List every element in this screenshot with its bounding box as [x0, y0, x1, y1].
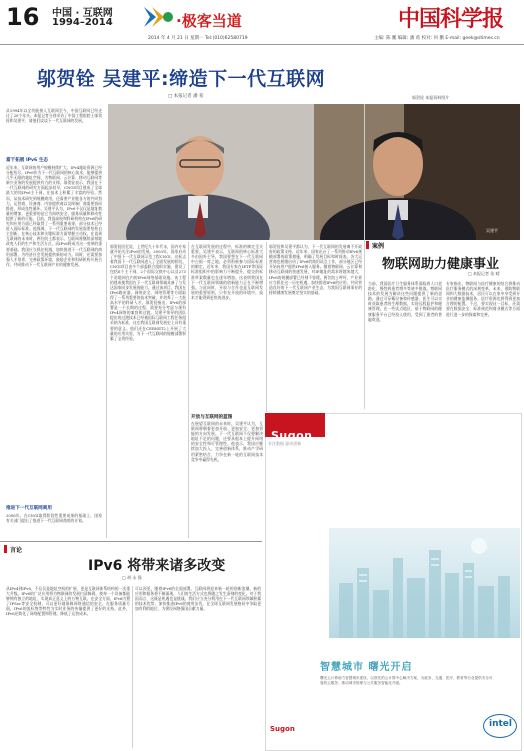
- case-body-col2: 专家指出，物联网与医疗健康的结合将推动医疗服务模式的深刻变革。未来，借助物联网和大数据技术，居民可以在家中享受到专业的健康监测服务，医疗资源也将得到更加合理的配置。不过，要实现这一目标，还需要在数据安全、标准规范和商业模式等方面进行进一步的探索和完善。: [446, 281, 520, 317]
- case-byline: □ 本报记者 张 晴: [468, 271, 500, 276]
- article-body-col3: 在互联网发展的过程中，标准的制定至关重要。吴建平表示，互联网的核心标准大多由国外主导，我国要想在下一代互联网中占据一席之地，必须积极参与国际标准的制定。近年来，我国专家在IETF等国际标准组织中的影响力不断提升，提交的标准草案数量也在逐年增加。这表明我国在下一代互联网领域的创新能力正在不断增强。与此同时，开放与合作也是互联网发展的重要原则，只有在开放的环境中，技术才能得到更快的进步。: [191, 244, 263, 300]
- commentary-body-col2: 可以预见，随着IPv6的全面部署，互联网将迎来新一轮的创新浪潮。新的应用和服务将不断涌现，人们的生活方式也将随之发生深刻的变化。对于我国而言，这既是机遇也是挑战。我们应当充分利用在下一代互联网领域积累的技术优势，加快推进IPv6的商用步伐，在全球互联网发展格局中争取更加有利的地位，为建设网络强国贡献力量。: [135, 586, 261, 612]
- article-body-col1: 从1994年以全功能接入互联网至今，中国互联网已经走过了20个年头。本报记者分别采访了中国工程院院士邬贺铨和吴建平，请他们谈谈下一代互联网的发展。: [6, 108, 102, 124]
- case-title: 物联网助力健康事业: [382, 257, 500, 272]
- subhead-1: 富于拓展 IPv6 生态: [6, 158, 49, 163]
- subhead-3: 开放与互联网的蓝图: [191, 415, 233, 420]
- article-body-col4: 邬贺铨和吴建平都认为，下一代互联网的发展离不开政府的政策支持。近年来，国家出台了一系列推动IPv6规模部署的政策措施，明确了发展目标和时间表。各大运营商也相继启动了IPv6的商用试点工作，部分地区已经开始向用户提供IPv6接入服务。随着物联网、云计算和移动互联网的快速发展，对IP地址的需求将越来越大，IPv6的规模部署已经刻不容缓。两位院士呼吁，产业界应当抓住这一历史机遇，加快推进IPv6的应用，共同营造良好的下一代互联网产业生态，为我国互联网事业的持续健康发展奠定坚实的基础。: [269, 244, 362, 295]
- section-years: 1994–2014: [52, 17, 113, 28]
- banner-title: ·极客当道: [176, 12, 242, 30]
- page-number: 16: [6, 3, 40, 31]
- column-divider: [132, 586, 133, 748]
- commentary-title: IPv6 将带来诸多改变: [88, 558, 226, 574]
- date-line: 2014 年 4 月 21 日 星期一 Tel:(010)62580719: [148, 36, 248, 41]
- commentary-rule: [0, 541, 262, 542]
- article-headline: 邬贺铨 吴建平:缔造下一代互联网: [36, 68, 326, 90]
- case-body-col1: 当前，我国医疗卫生服务体系面临着人口老龄化、慢性病患者增多等诸多挑战。物联网技术的发展为解决这些问题提供了新的思路。通过可穿戴设备和传感器，医生可以实时获取患者的生理数据，实现远程监护和健康管理。在一些试点地区，基于物联网的健康服务平台已经投入使用，受到了患者的普遍欢迎。: [368, 281, 442, 322]
- column-divider: [188, 242, 189, 538]
- header-rule: [0, 44, 524, 45]
- commentary-byline: □ 胡 永 强: [122, 575, 142, 580]
- ad-description: 曙光云计算助力智慧城市建设，以领先的云计算中心解决方案，为政务、交通、医疗、教育等行业提供安全可靠的云服务，推动城市管理与公共服务智能化升级。: [320, 676, 493, 685]
- case-label: 案例: [372, 243, 385, 250]
- commentary-body-col1: 从IPv4到IPv6，不仅仅是地址空间的扩展，更是互联网体系结构的一次重大升级。IPv6的广泛应用将为物联网的发展扫清障碍，使每一个设备都能够拥有独立的地址，实现真正意义上的万物互联。在安全方面，IPv6内置了IPSec等安全机制，可以更好地保障网络通信的安全。在服务质量方面，IPv6的流标签等特性为实时业务的传输提供了更好的支持。此外，IPv6还简化了网络配置和管理，降低了运营成本。: [6, 586, 130, 617]
- section-name: 中国 · 互联网: [52, 8, 113, 19]
- article-body-col1c: 2006年，在CNGI取得阶段性重要成果的基础上，国家有关部门提出了推进下一代互联网商用的计划。: [6, 513, 102, 524]
- column-divider: [364, 104, 365, 409]
- ad-brand: Sugon: [271, 429, 313, 442]
- article-body-col2: 邬贺铨回忆说，上世纪九十年代末，国内专家就开始关注IPv6的发展。2003年，国家启动了中国下一代互联网示范工程CNGI，这标志着我国下一代互联网进入了全面发展的阶段。CNGI项目由多个部委联合组织实施，建设了包括6个主干网、2个国际交换中心以及273个驻地网在内的IPv6网络基础设施。该工程的建成使我国在下一代互联网领域具备了与发达国家同步发展的能力。通过该项目，我国在IPv6路由器、网络安全、网络管理等方面取得了一系列重要的技术突破，并培养了一大批高水平的科研人才。邬贺铨指出，IPv6的部署是一个长期的过程，需要充分考虑与现有IPv4网络的兼容和过渡。吴建平领导的团队提出的过渡技术已经被国际互联网工程任务组采纳为标准，这在我国互联网发展史上具有重要的意义。他们还在CERNET2上开展了大量的应用实验，为下一代互联网的规模部署积累了宝贵经验。: [110, 244, 186, 341]
- intel-logo-text: intel: [489, 719, 512, 729]
- ad-sugon-logo: Sugon: [270, 725, 295, 733]
- ad-city-illustration: [329, 528, 520, 638]
- column-divider: [266, 242, 267, 412]
- city-skyline-icon: [329, 528, 520, 638]
- subhead-4: 推进下一代互联网商用: [6, 506, 52, 511]
- photo-caption: 邬贺铨 本报资料图片: [412, 95, 450, 100]
- photo-caption-right: 吴建平: [486, 228, 498, 233]
- article-body-col1b: 近年来，互联网的用户规模持续扩大，IPv4地址资源已经分配殆尽。IPv6作为下一代互联网的核心技术，能够提供几乎无限的地址空间，为物联网、云计算、移动互联网等新兴业务的发展提供有力的支撑。邬贺铨表示，我国在下一代互联网的研究方面起步较早，CNGI项目建成了全球最大的纯IPv6主干网，在技术上积累了丰富的经验。然而，从技术研究到规模商用，还需要产业链各方的共同努力。运营商、设备商、内容提供商以及终端厂商需要协同推进，形成良性循环。吴建平认为，IPv6不仅仅是地址数量的增加，更重要的是它为网络安全、服务质量和移动性提供了新的可能。目前，我国高校和科研机构在IPv6的研究和应用方面已经取得了一系列重要成果，部分技术已经进入国际标准。他强调，下一代互联网的发展需要坚持自主创新，在核心技术和关键标准方面掌握主动权。在谈到互联网的未来时，两位院士都表示，互联网将继续深刻地改变人们的生产和生活方式，而IPv6将成为这一变革的重要基础。我国应当抓住机遇，加快推进下一代互联网的商用部署，为经济社会发展提供新的动力。同时，还需要加强人才培养，完善政策环境，鼓励企业和科研机构开展合作，共同推动下一代互联网产业的健康发展。: [6, 165, 102, 267]
- commentary-label: 言论: [10, 547, 23, 554]
- portrait-icon: [108, 104, 520, 240]
- ad-headline: 智慧城市 曙光开启: [320, 662, 413, 673]
- ad-slogan: 专注数据 驱动创新: [268, 441, 302, 446]
- staff-line: 主编: 陈 鹏 编辑: 潘 希 校对: 何 鹏 E-mail: geek@stimes.cn: [374, 36, 500, 41]
- masthead: 中国科学报: [398, 6, 504, 32]
- case-label-bar: [366, 241, 369, 249]
- article-byline: □ 本报记者 潘 希: [168, 94, 204, 99]
- article-body-col3b: 在展望互联网的未来时，吴建平认为，互联网将朝着更加开放、更加安全、更加智能的方向发展。下一代互联网不仅要解决地址不足的问题，还要从根本上提升网络的安全性和可管理性。他表示，我国应继续加大投入，完善创新体系，推动产学研用紧密结合，力争在新一轮的互联网技术竞争中赢得先机。: [191, 421, 263, 462]
- column-divider: [106, 242, 107, 538]
- commentary-label-bar: [4, 545, 7, 553]
- article-photo: [108, 104, 520, 240]
